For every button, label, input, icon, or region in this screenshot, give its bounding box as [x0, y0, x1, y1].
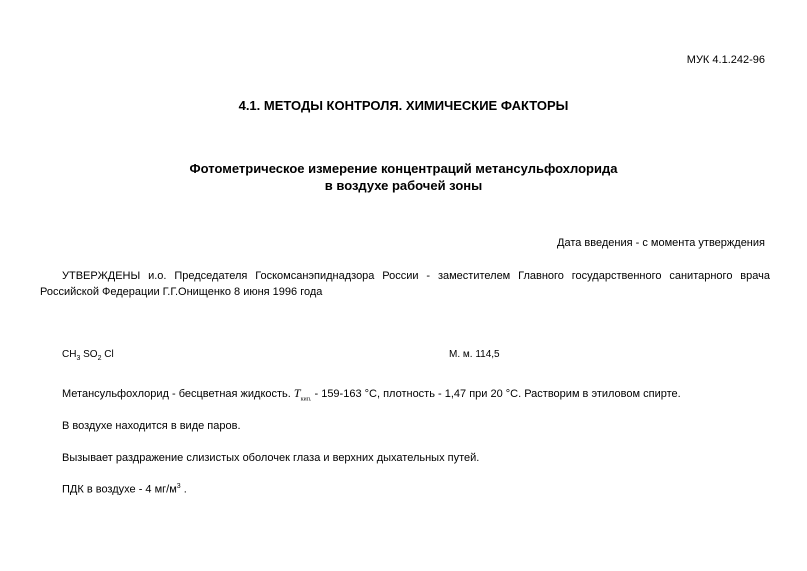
- pdk-text: ПДК в воздухе - 4 мг/м: [62, 483, 177, 496]
- molar-mass: М. м. 114,5: [449, 349, 500, 360]
- formula-part: SO: [83, 349, 98, 360]
- chemical-formula: [62, 349, 114, 362]
- air-state-paragraph: В воздухе находится в виде паров.: [62, 420, 241, 432]
- formula-part: Cl: [104, 349, 114, 360]
- section-title: 4.1. МЕТОДЫ КОНТРОЛЯ. ХИМИЧЕСКИЕ ФАКТОРЫ: [238, 98, 569, 113]
- pdk-superscript: 3: [176, 483, 181, 490]
- document-title: [0, 160, 807, 194]
- approval-label: УТВЕРЖДЕНЫ: [62, 270, 141, 282]
- boiling-temperature-symbol: [293, 386, 312, 403]
- temperature-subscript: кип.: [300, 396, 312, 403]
- pdk-text: .: [180, 483, 187, 496]
- document-title-line-2: в воздухе рабочей зоны: [324, 178, 483, 193]
- formula-subscript: 3: [76, 355, 81, 362]
- introduction-date: Дата введения - с момента утверждения: [557, 237, 765, 249]
- pdk-paragraph: [62, 483, 187, 496]
- approval-text: и.о. Председателя Госкомсанэпиднадзора России - заместителем Главного государственного санитарного врача Российской Федерации Г.Г.Онищенко 8 июня 1996 года: [40, 270, 770, 298]
- temperature-letter: T: [293, 386, 301, 400]
- document-title-line-1: Фотометрическое измерение концентраций метансульфохлорида: [189, 161, 618, 176]
- formula-subscript: 2: [97, 355, 102, 362]
- effect-paragraph: Вызывает раздражение слизистых оболочек глаза и верхних дыхательных путей.: [62, 452, 480, 464]
- properties-paragraph: [62, 386, 681, 402]
- approval-paragraph: [40, 268, 770, 300]
- formula-part: CH: [62, 349, 77, 360]
- properties-text: Метансульфохлорид - бесцветная жидкость.: [62, 388, 294, 400]
- properties-text: - 159-163 °С, плотность - 1,47 при 20 °С. Растворим в этиловом спирте.: [311, 388, 681, 400]
- document-code: МУК 4.1.242-96: [686, 54, 765, 66]
